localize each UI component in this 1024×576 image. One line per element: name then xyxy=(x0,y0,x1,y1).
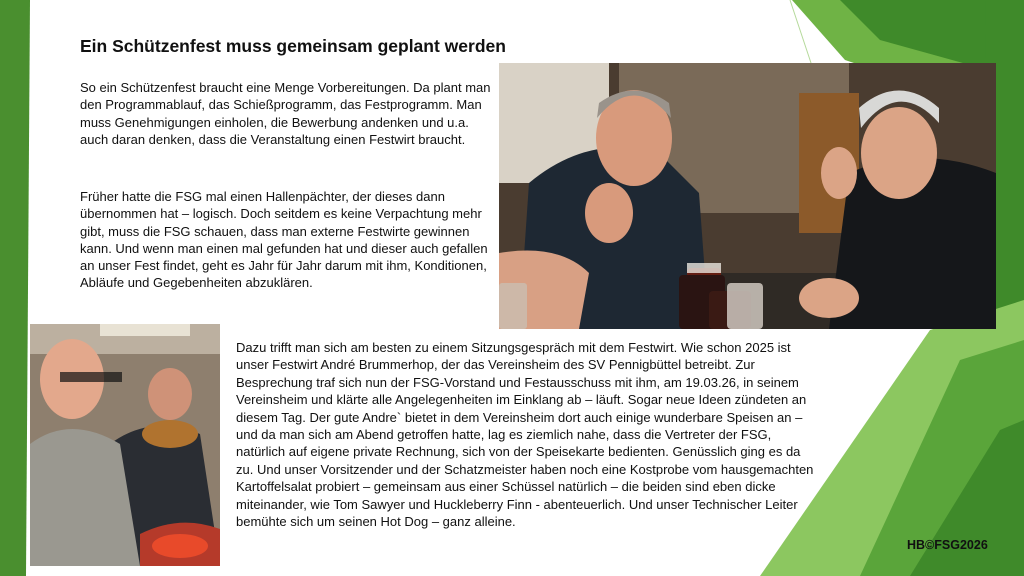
meeting-photo-drawing xyxy=(499,63,996,329)
hot-dog-photo-drawing xyxy=(30,324,220,566)
paragraph-meeting: Dazu trifft man sich am besten zu einem Sitzungsgespräch mit dem Festwirt. Wie schon 2025 ist unser Festwirt André Brummerhop, der das Vereinsheim des SV Pennigbüttel betreibt. Zur Besprechung traf sich nun der FSG-Vorstand und Festausschuss mit ihm, am 19.03.26, in seinem Vereinsheim und klärte alle Angelegenheiten im Einklang ab – läuft. Sogar neue Ideen zündeten an diesem Tag. Der gute Andre` bietet in dem Vereinsheim dort auch einige wunderbare Speisen an – und da man sich am Abend getroffen hatte, lag es ziemlich nahe, dass die Vertreter der FSG, natürlich auf eigene private Rechnung, sich von der Speisekarte bedienten. Genüsslich ging es da zu. Und unser Vorsitzender und der Schatzmeister haben noch eine Kostprobe vom hausgemachten Kartoffelsalat probiert – gemeinsam aus einer Schüssel natürlich – die beiden sind eben dicke miteinander, wie Tom Sawyer und Huckleberry Finn - abenteuerlich. Und unser Technischer Leiter bemühte sich um seinen Hot Dog – ganz alleine. xyxy=(236,340,814,530)
hot-dog-photo xyxy=(30,324,220,566)
paragraph-history: Früher hatte die FSG mal einen Hallenpächter, der dieses dann übernommen hat – logisch. Doch seitdem es keine Verpachtung mehr gibt, muss die FSG schauen, dass man externe Festwirte gewinnen kann. Und wenn man einen mal gefunden hat und dieser auch gefallen an unser Fest findet, geht es Jahr für Jahr darum mit ihm, Konditionen, Abläufe und Gegebenheiten abzuklären. xyxy=(80,189,488,291)
left-green-strip xyxy=(0,0,30,576)
meeting-photo xyxy=(499,63,996,329)
copyright-footer: HB©FSG2026 xyxy=(907,538,988,552)
paragraph-intro: So ein Schützenfest braucht eine Menge Vorbereitungen. Da plant man den Programmablauf, das Schießprogramm, das Festprogramm. Man muss Genehmigungen einholen, die Bewerbung andenken und u.a. auch daran denken, dass die Veranstaltung einen Festwirt braucht. xyxy=(80,80,491,147)
slide-title: Ein Schützenfest muss gemeinsam geplant werden xyxy=(80,36,506,56)
